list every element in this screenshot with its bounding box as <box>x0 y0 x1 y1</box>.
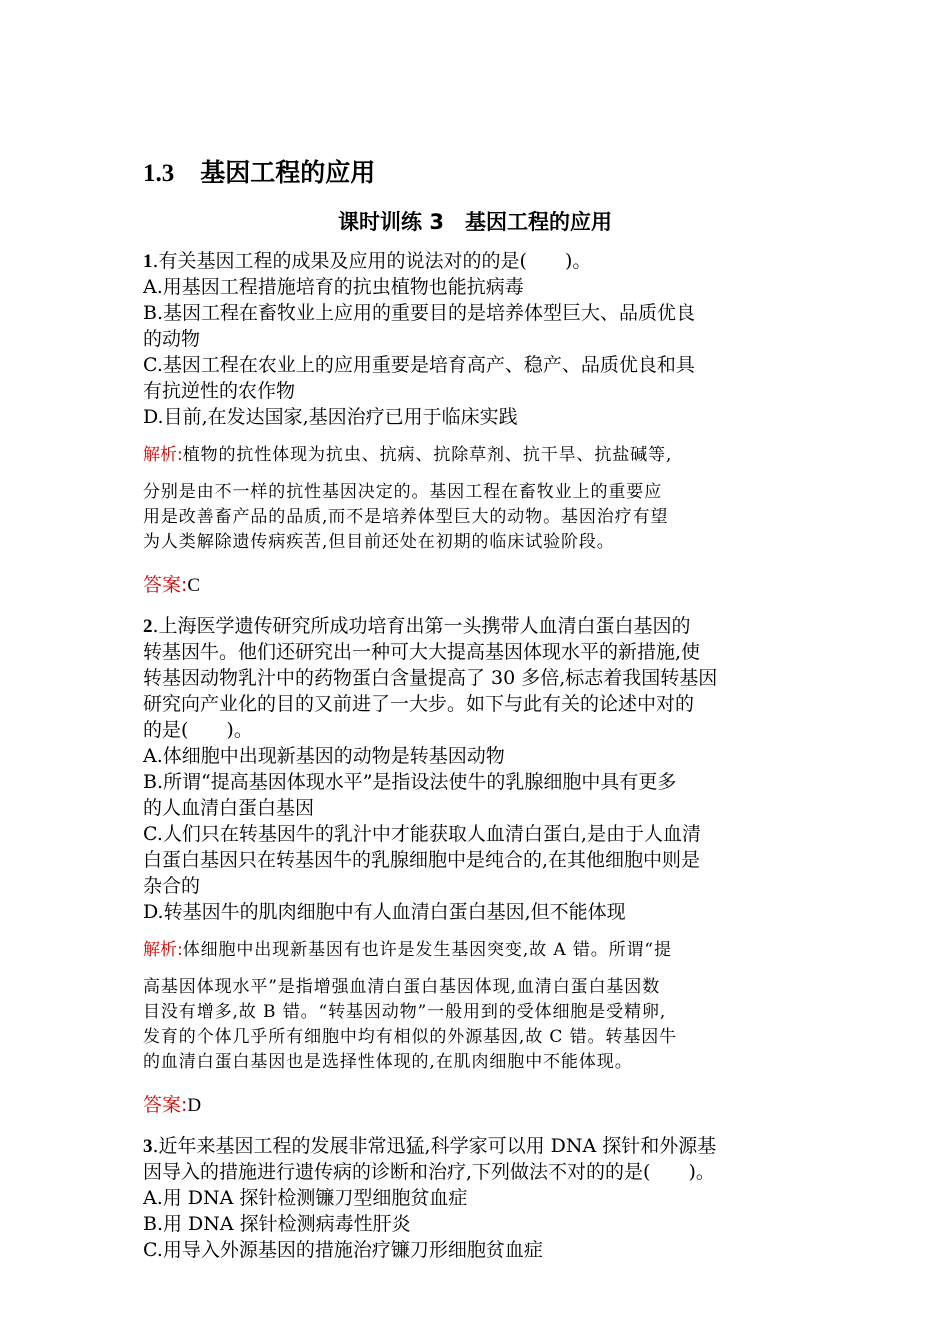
option-line: 有抗逆性的农作物 <box>143 380 296 402</box>
option-line: 白蛋白基因只在转基因牛的乳腺细胞中是纯合的,在其他细胞中则是 <box>143 849 701 871</box>
question-stem-line <box>143 639 808 665</box>
option-line: A.用 DNA 探针检测镰刀型细胞贫血症 <box>143 1187 468 1209</box>
option-line: B.用 DNA 探针检测病毒性肝炎 <box>143 1213 411 1235</box>
question-stem-text: 上海医学遗传研究所成功培育出第一头携带人血清白蛋白基因的 <box>158 615 691 637</box>
explanation-text: 分别是由不一样的抗性基因决定的。基因工程在畜牧业上的重要应 <box>143 482 663 502</box>
question-list <box>143 248 808 1263</box>
question-stem-text: 转基因动物乳汁中的药物蛋白含量提高了 30 多倍,标志着我国转基因 <box>143 667 718 689</box>
question-number-dot: . <box>152 615 159 637</box>
option-line: A.用基因工程措施培育的抗虫植物也能抗病毒 <box>143 276 524 298</box>
question-number-dot: . <box>152 250 159 272</box>
answer-line <box>143 571 808 599</box>
option-line: 的动物 <box>143 328 201 350</box>
explanation-text: 用是改善畜产品的品质,而不是培养体型巨大的动物。基因治疗有望 <box>143 507 669 527</box>
option-line: D.转基因牛的肌肉细胞中有人血清白蛋白基因,但不能体现 <box>143 901 626 923</box>
question-stem-line <box>143 1133 808 1159</box>
explanation-text: 高基因体现水平”是指增强血清白蛋白基因体现,血清白蛋白基因数 <box>143 977 661 997</box>
question-stem-text: 因导入的措施进行遗传病的诊断和治疗,下列做法不对的的是( )。 <box>143 1161 715 1183</box>
option-line: B.基因工程在畜牧业上应用的重要目的是培养体型巨大、品质优良 <box>143 302 696 324</box>
question-block <box>143 1133 808 1263</box>
question-block <box>143 248 808 599</box>
answer-value: C <box>187 575 201 596</box>
explanation-text: 为人类解除遗传病疾苦,但目前还处在初期的临床试验阶段。 <box>143 532 615 552</box>
explanation-line <box>143 1000 808 1025</box>
explanation-line <box>143 935 808 965</box>
question-stem-text: 的是( )。 <box>143 719 253 741</box>
question-number: 3 <box>143 1136 153 1157</box>
question-stem-text: 研究向产业化的目的又前进了一大步。如下与此有关的论述中对的 <box>143 693 695 715</box>
option-line: A.体细胞中出现新基因的动物是转基因动物 <box>143 745 505 767</box>
answer-value: D <box>187 1095 202 1116</box>
explanation-line <box>143 530 808 555</box>
question-stem-line <box>143 691 808 717</box>
question-stem-line <box>143 248 808 274</box>
question-number: 1 <box>143 251 153 272</box>
option-line: 的人血清白蛋白基因 <box>143 797 315 819</box>
answer-label: 答案: <box>143 574 188 596</box>
explanation-line <box>143 1025 808 1050</box>
option-line: B.所谓“提高基因体现水平”是指设法使牛的乳腺细胞中具有更多 <box>143 771 677 793</box>
explanation-text: 发育的个体几乎所有细胞中均有相似的外源基因,故 C 错。转基因牛 <box>143 1027 678 1047</box>
lesson-title: 课时训练 3 基因工程的应用 <box>338 210 612 234</box>
option-line: D.目前,在发达国家,基因治疗已用于临床实践 <box>143 406 518 428</box>
question-stem-text: 转基因牛。他们还研究出一种可大大提高基因体现水平的新措施,使 <box>143 641 701 663</box>
option-line: 杂合的 <box>143 875 201 897</box>
question-stem-line <box>143 1159 808 1185</box>
explanation-text: 植物的抗性体现为抗虫、抗病、抗除草剂、抗干旱、抗盐碱等, <box>182 445 673 465</box>
question-stem-text: 有关基因工程的成果及应用的说法对的的是( )。 <box>158 250 592 272</box>
question-stem-line <box>143 665 808 691</box>
question-block <box>143 613 808 1119</box>
question-stem-text: 近年来基因工程的发展非常迅猛,科学家可以用 DNA 探针和外源基 <box>158 1135 717 1157</box>
option-line: C.人们只在转基因牛的乳汁中才能获取人血清白蛋白,是由于人血清 <box>143 823 701 845</box>
question-number: 2 <box>143 616 153 637</box>
answer-label: 答案: <box>143 1094 188 1116</box>
question-stem-line <box>143 613 808 639</box>
answer-line <box>143 1091 808 1119</box>
explanation-line <box>143 505 808 530</box>
question-stem-line <box>143 717 808 743</box>
option-line: C.用导入外源基因的措施治疗镰刀形细胞贫血症 <box>143 1239 543 1261</box>
section-heading <box>143 155 375 192</box>
explanation-text: 目没有增多,故 B 错。“转基因动物”一般用到的受体细胞是受精卵, <box>143 1002 667 1022</box>
option-line: C.基因工程在农业上的应用重要是培育高产、稳产、品质优良和具 <box>143 354 695 376</box>
explanation-line <box>143 975 808 1000</box>
explanation-line <box>143 480 808 505</box>
explanation-text: 体细胞中出现新基因有也许是发生基因突变,故 A 错。所谓“提 <box>182 940 672 960</box>
section-title-text: 基因工程的应用 <box>200 158 376 187</box>
question-number-dot: . <box>152 1135 159 1157</box>
explanation-label: 解析: <box>143 940 183 960</box>
explanation-label: 解析: <box>143 445 183 465</box>
section-number: 1.3 <box>143 160 175 187</box>
explanation-line <box>143 440 808 470</box>
explanation-line <box>143 1050 808 1075</box>
explanation-text: 的血清白蛋白基因也是选择性体现的,在肌肉细胞中不能体现。 <box>143 1052 633 1072</box>
